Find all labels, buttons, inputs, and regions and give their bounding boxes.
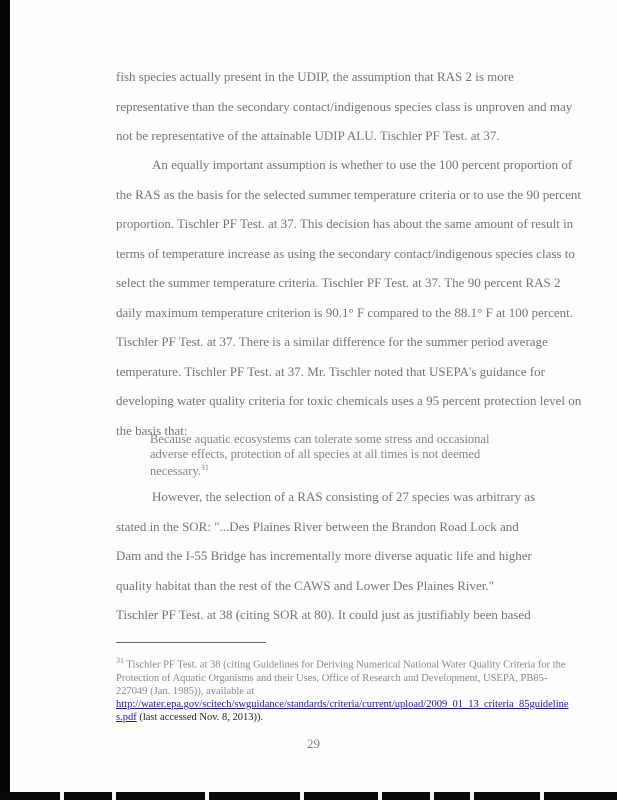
text-line: daily maximum temperature criterion is 90.1° F compared to the 88.1° F at 100 percent. [116,304,573,320]
footnote [116,654,569,724]
text-line: Tischler PF Test. at 37. There is a similar difference for the summer period average [116,334,548,349]
text-line: representative than the secondary contact/indigenous species class is unproven and may [116,98,573,114]
footnote-line [116,654,566,672]
text-line: developing water quality criteria for toxic chemicals uses a 95 percent protection level on [116,393,582,408]
text-line: An equally important assumption is whether to use the 100 percent proportion of [152,157,573,172]
footnote-marker: 31 [200,463,209,472]
text-line: temperature. Tischler PF Test. at 37. Mr. Tischler noted that USEPA's guidance for [116,363,545,379]
text-line: terms of temperature increase as using the secondary contact/indigenous species class to [116,245,575,261]
text-line: proportion. Tischler PF Test. at 37. This decision has about the same amount of result in [116,216,574,231]
footnote-line: 227049 (Jan. 1985)), available at [116,685,255,697]
paragraph-3 [116,482,556,630]
footnote-divider [116,642,266,643]
quote-line [150,461,490,479]
scan-border-bottom [0,792,617,800]
block-quote [150,432,490,479]
text-line: the basis that: [116,422,188,438]
quote-text: necessary. [150,464,201,479]
footnote-text: Tischler PF Test. at 38 (citing Guidelines for Deriving Numerical National Water Quality Criteria for the [124,659,566,671]
text-line: stated in the SOR: "...Des Plaines River between the Brandon Road Lock and [116,518,519,534]
footnote-access-date: (last accessed Nov. 8, 2013)). [136,711,264,723]
scan-border-left [0,0,10,800]
page-number: 29 [307,736,320,751]
text-line: not be representative of the attainable UDIP ALU. Tischler PF Test. at 37. [116,128,500,143]
footnote-line: Protection of Aquatic Organisms and their Uses, Office of Research and Development, USEPA, PB85- [116,672,548,684]
footnote-number: 31 [116,656,124,665]
text-line: select the summer temperature criteria. Tischler PF Test. at 37. The 90 percent RAS 2 [116,275,561,290]
document-page [10,0,617,792]
paragraph-1 [116,62,573,151]
text-line: fish species actually present in the UDIP, the assumption that RAS 2 is more [116,69,514,84]
text-line: Dam and the I-55 Bridge has incrementally more diverse aquatic life and higher [116,548,532,563]
text-line: the RAS as the basis for the selected summer temperature criteria or to use the 90 percent [116,186,581,202]
footnote-link[interactable]: http://water.epa.gov/scitech/swguidance/standards/criteria/current/upload/2009_01_13_criteria_85guideline [116,698,569,710]
text-line: However, the selection of a RAS consisting of 27 species was arbitrary as [152,489,536,504]
quote-line: Because aquatic ecosystems can tolerate some stress and occasional [150,432,490,446]
footnote-link-continued[interactable]: s.pdf [116,711,137,723]
paragraph-2 [116,150,582,445]
text-line: quality habitat than the rest of the CAWS and Lower Des Plaines River." [116,577,494,593]
text-line: Tischler PF Test. at 38 (citing SOR at 80). It could just as justifiably been based [116,607,531,622]
quote-line: adverse effects, protection of all species at all times is not deemed [150,446,481,461]
